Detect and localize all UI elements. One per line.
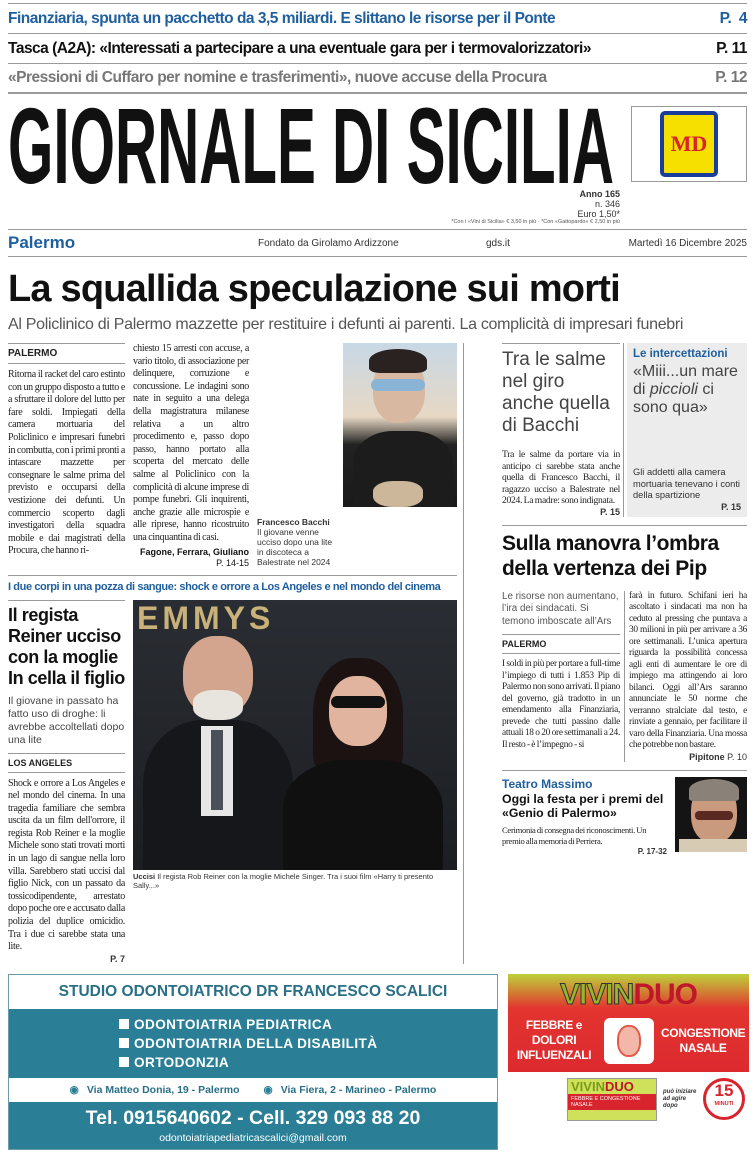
teatro-page-ref[interactable]: P. 17-32 (637, 846, 667, 856)
reiner-page-ref[interactable]: P. 7 (110, 953, 125, 964)
teatro-headline[interactable]: Oggi la festa per i premi del «Genio di Palermo» (502, 791, 664, 820)
reiner-caption: Uccisi Il regista Rob Reiner con la moglie Michele Singer. Tra i suoi film «Harry ti presento Sally...» (133, 871, 434, 890)
teaser-3[interactable] (8, 64, 747, 94)
ad-dentist[interactable] (8, 974, 498, 1150)
ad-service: ODONTOIATRIA PEDIATRICA (119, 1015, 493, 1034)
lead-byline: Fagone, Ferrara, Giuliano (139, 546, 249, 557)
numero: n. 346 (594, 199, 620, 209)
lead-subhead: Al Policlinico di Palermo mazzette per restituire i defunti ai parenti. La complicità di impresari funebri (8, 316, 684, 333)
ad-vivinduo[interactable] (508, 974, 749, 1150)
bacchi-photo (343, 343, 457, 507)
reiner-photo (133, 600, 457, 870)
ad-service: ODONTOIATRIA DELLA DISABILITÀ (119, 1034, 493, 1053)
teatro-body: Cerimonia di consegna dei riconoscimenti. Un premio alla memoria di Perriera. (502, 824, 647, 846)
intercettazioni-kicker: Le intercettazioni (633, 348, 728, 360)
intercettazioni-page-ref[interactable]: P. 15 (721, 501, 741, 512)
ad-email: odontoiatriapediatricascalici@gmail.com (159, 1131, 347, 1144)
ad-vivin-right: CONGESTIONE NASALE (661, 1025, 746, 1055)
anno: Anno 165 (579, 189, 620, 199)
reiner-body: Shock e orrore a Los Angeles e nel mondo del cinema. In una tragedia familiare che sembra uscita da un film dell'orrore, il regista Rob Reiner e la moglie Michele sono stati trovati morti in un lago di sangue nella loro villa. Sarebbero stati uccisi dal figlio Nick, con un passato da tossicodipendente, arrestato dopo poche ore e accusato dalla polizia del duplice omicidio. Tra i due ci sarebbe stata una lite. (8, 777, 125, 953)
ad-dentist-title: STUDIO ODONTOIATRICO DR FRANCESCO SCALICI (58, 982, 448, 1000)
ad-service: ORTODONZIA (119, 1053, 493, 1072)
bacchi-headline[interactable]: Tra le salme nel giro anche quella di Bacchi (502, 349, 610, 436)
ad-badge-text: può iniziare ad agire dopo (663, 1088, 697, 1109)
emmys-backdrop-text: EMMYS (137, 599, 275, 636)
teaser-1[interactable] (8, 4, 747, 34)
teatro-photo (675, 777, 747, 852)
map-pin-icon: ◉ (263, 1083, 273, 1096)
intercettazioni-quote: «Miii...un mare di piccioli ci sono qua» (633, 363, 738, 416)
pip-dateline: PALERMO (502, 634, 620, 654)
lead-page-ref[interactable]: P. 14-15 (216, 557, 249, 568)
prezzo: Euro 1,50* (577, 209, 620, 219)
teaser-page: P. 4 (719, 9, 747, 27)
map-pin-icon: ◉ (69, 1083, 79, 1096)
price-footnote: *Con i «Vini di Sicilia» € 3,50 in più · *Con «Gattopardo» € 2,50 in più (451, 219, 620, 225)
bacchi-page-ref[interactable]: P. 15 (600, 506, 620, 517)
pip-subhead: Le risorse non aumentano, l’ira dei sindacati. Si temono imboscate all’Ars (502, 590, 619, 627)
product-pack: VIVINDUO FEBBRE E CONGESTIONE NASALE (567, 1078, 657, 1121)
teaser-page: P. 12 (715, 69, 747, 86)
lead-body-col2: chiesto 15 arresti con accuse, a vario titolo, di associazione per delinquere, corruzione e concussione. Le indagini sono nate in seguito a una delega della magistratura milanese relativa a un altro procedimento e, passo dopo passo, hanno portato alla scoperta del mercato delle salme al Policlinico con la complicità di alcune imprese di pompe funebri. Gli inquirenti, anche grazie alle microspie e alle riprese, hanno ricostruito una cinquantina di casi. (133, 343, 249, 543)
ad-phone: Tel. 0915640602 - Cell. 329 093 88 20 (85, 1106, 421, 1129)
pip-body-col2: farà in futuro. Schifani ieri ha ascoltato i sindacati ma non ha ceduto al pressing che puntava a 30 milioni in più per arrivare a 36 ore settimanali. L’unica apertura riguarda la possibilità concessa agli enti di aumentare le ore di impiego ma attingendo ai loro bilanci. Oggi all’Ars saranno annunciate le 50 norme che verranno stralciate dal testo, e rinviate a gennaio, per facilitare il varo della Finanziaria. Una mossa che potrebbe non bastare. (629, 590, 747, 750)
pip-headline[interactable]: Sulla manovra l’ombra della vertenza dei Pip (502, 531, 719, 580)
pip-body-col1: I soldi in più per portare a full-time l’impiego di tutti i 1.853 Pip di Palermo non sono arrivati. Il piano del governo, già tradotto in un emendamento alla Finanziaria, prevede che tutti passino dalle attuali 18 o 20 ore settimanali a 24. Il resto - è l’impegno - si (502, 659, 620, 750)
duo-brand: DUO (633, 977, 698, 1011)
vivin-brand: VIVIN (559, 977, 634, 1011)
founded-by: Fondato da Girolamo Ardizzone (258, 237, 399, 249)
ad-address-1: Via Matteo Donia, 19 - Palermo (86, 1083, 240, 1096)
masthead-title (8, 99, 618, 187)
lead-dateline: PALERMO (8, 343, 125, 364)
svg-text:GIORNALE DI SICILIA: GIORNALE DI SICILIA (8, 99, 614, 187)
lead-body-col1: Ritorna il racket del caro estinto con un gruppo disposto a tutto e a sfruttare il dolore del lutto per fare soldi. Impiegati della camera mortuaria del Policlinico e impresari funebri in combutta, con i primi pronti a intascare mazzette per consegnare le salme prima del previsto e occuparsi della vestizione dei defunti. Un commercio scoperto dagli investigatori della squadra mobile e dai magistrati della Procura, che hanno ri- (8, 369, 125, 557)
pip-credit: Pipitone P. 10 (689, 751, 747, 762)
teaser-text: «Pressioni di Cuffaro per nomine e trasferimenti», nuove accuse della Procura (8, 69, 547, 86)
md-logo[interactable] (631, 106, 747, 182)
photo-caption: Il giovane venne ucciso dopo una lite in discoteca a Balestrate nel 2024 (257, 526, 333, 567)
reiner-subhead: Il giovane in passato ha fatto uso di droghe: li avrebbe accoltellati dopo una lite (8, 694, 125, 746)
pack-label: FEBBRE E CONGESTIONE NASALE (568, 1094, 656, 1110)
ad-badge-15: 15 MINUTI (703, 1078, 745, 1120)
face-illustration (604, 1018, 654, 1064)
ad-address-2: Via Fiera, 2 - Marineo - Palermo (280, 1083, 437, 1096)
pip-page-ref[interactable]: P. 10 (727, 751, 747, 762)
teaser-text: Tasca (A2A): «Interessati a partecipare a una eventuale gara per i termovalorizzatori» (8, 39, 591, 57)
reiner-dateline: LOS ANGELES (8, 753, 125, 773)
reiner-kicker[interactable]: I due corpi in una pozza di sangue: shock e orrore a Los Angeles e nel mondo del cinema (8, 580, 441, 593)
teaser-page: P. 11 (716, 39, 747, 57)
edition-label: Palermo (8, 233, 76, 252)
teatro-kicker: Teatro Massimo (502, 776, 593, 791)
teaser-text: Finanziaria, spunta un pacchetto da 3,5 miliardi. E slittano le risorse per il Ponte (8, 9, 556, 27)
lead-headline[interactable]: La squallida speculazione sui morti (8, 268, 620, 310)
photo-caption-title: Francesco Bacchi (257, 516, 330, 527)
bacchi-body: Tra le salme da portare via in anticipo ci sarebbe stata anche quella di Francesco Bacchi, il ragazzo ucciso a Balestrate nel 2024. La madre: sono indignata. (502, 449, 620, 506)
intercettazioni-body: Gli addetti alla camera mortuaria tenevano i conti della spartizione (633, 467, 740, 500)
reiner-headline[interactable]: Il regista Reiner ucciso con la moglie In cella il figlio (8, 604, 125, 688)
intercettazioni-box (627, 343, 747, 517)
site-link[interactable]: gds.it (486, 237, 510, 249)
issue-date: Martedì 16 Dicembre 2025 (628, 237, 747, 249)
md-logo-text: MD (670, 131, 708, 156)
teaser-2[interactable] (8, 34, 747, 64)
ad-vivin-left: FEBBRE e DOLORI INFLUENZALI (516, 1018, 592, 1063)
